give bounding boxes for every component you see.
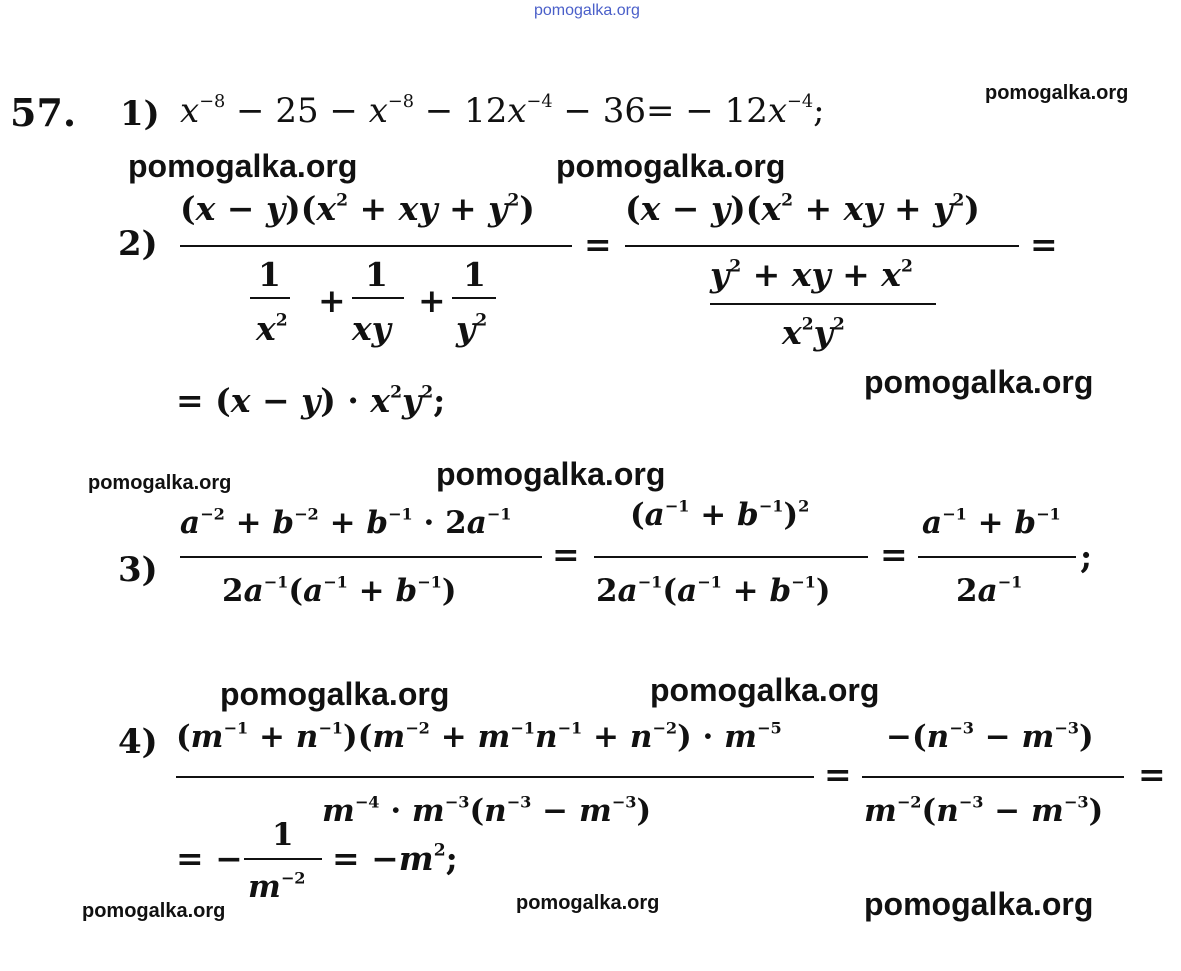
fraction-bar bbox=[176, 776, 814, 778]
equation-2-denominator-right-num: $y^2$ + xy + $x^2$ bbox=[710, 255, 913, 294]
equation-2-numerator-right: $(x - y)(x^2$ + xy + $y^2$) bbox=[625, 189, 980, 228]
equals-sign: = bbox=[1138, 755, 1166, 794]
watermark: pomogalka.org bbox=[864, 364, 1094, 400]
equation-4-result-suffix: = $-m^2$; bbox=[332, 839, 458, 878]
fraction-bar bbox=[594, 556, 868, 558]
fraction-bar bbox=[352, 297, 404, 299]
operator: + bbox=[418, 281, 446, 320]
watermark: pomogalka.org bbox=[650, 672, 880, 708]
watermark: pomogalka.org bbox=[516, 892, 660, 914]
equation-4-result-num: 1 bbox=[272, 817, 294, 853]
equation-3-denominator-left: $2a^{-1}(a^{-1} + b^{-1})$ bbox=[222, 572, 457, 609]
watermark: pomogalka.org bbox=[985, 82, 1129, 104]
equation-3-denominator-mid: $2a^{-1}(a^{-1} + b^{-1})$ bbox=[596, 572, 831, 609]
fraction-bar bbox=[244, 858, 322, 860]
equation-2-denominator-left-den: xy bbox=[352, 309, 391, 348]
watermark: pomogalka.org bbox=[82, 900, 226, 922]
watermark: pomogalka.org bbox=[436, 456, 666, 492]
watermark: pomogalka.org bbox=[128, 148, 358, 184]
equation-2-result: = $(x - y) \cdot x^2y^2$; bbox=[176, 381, 446, 420]
equation-4-result-prefix: = − bbox=[176, 839, 243, 878]
equation-1: $x^{-8} - 25 - x^{-8} - 12x^{-4} - 36= - 12x^{-4}$; bbox=[180, 91, 825, 131]
item-label-3: 3) bbox=[118, 550, 158, 590]
fraction-bar bbox=[180, 556, 542, 558]
watermark: pomogalka.org bbox=[88, 472, 232, 494]
fraction-bar bbox=[452, 297, 496, 299]
equals-sign: = bbox=[1030, 225, 1058, 264]
item-label-2: 2) bbox=[118, 224, 158, 264]
equation-3-numerator-left: $a^{-2} + b^{-2} + b^{-1} \cdot 2a^{-1}$ bbox=[180, 504, 512, 541]
problem-number: 57. bbox=[10, 90, 77, 135]
equation-3-denominator-right: $2a^{-1}$ bbox=[956, 572, 1023, 609]
equation-4-denominator-left: $m^{-4} \cdot m^{-3}(n^{-3} - m^{-3})$ bbox=[322, 792, 652, 829]
equation-2-numerator-left: $(x - y)(x^2$ + xy + $y^2$) bbox=[180, 189, 535, 228]
fraction-bar bbox=[250, 297, 290, 299]
operator: + bbox=[318, 281, 346, 320]
equation-4-numerator-right: $-(n^{-3} - m^{-3})$ bbox=[886, 718, 1094, 755]
watermark: pomogalka.org bbox=[220, 676, 450, 712]
equation-4-result-den: $m^{-2}$ bbox=[248, 868, 306, 905]
item-label-1: 1) bbox=[120, 94, 160, 134]
equation-2-denominator-left-num: 1 bbox=[463, 255, 486, 294]
equation-2-denominator-left-num: 1 bbox=[365, 255, 388, 294]
equation-2-denominator-left-den: $y^2$ bbox=[456, 309, 488, 348]
fraction-bar bbox=[625, 245, 1019, 247]
item-label-4: 4) bbox=[118, 722, 158, 762]
equation-3-numerator-right: $a^{-1} + b^{-1}$ bbox=[922, 504, 1061, 541]
watermark: pomogalka.org bbox=[556, 148, 786, 184]
equals-sign: = bbox=[552, 535, 580, 574]
fraction-bar bbox=[180, 245, 572, 247]
equation-2-denominator-left-num: 1 bbox=[258, 255, 281, 294]
fraction-bar bbox=[918, 556, 1076, 558]
equation-4-denominator-right: $m^{-2}(n^{-3} - m^{-3})$ bbox=[864, 792, 1104, 829]
equals-sign: = bbox=[880, 535, 908, 574]
equals-sign: = bbox=[824, 755, 852, 794]
equation-4-numerator-left: $(m^{-1} + n^{-1})(m^{-2} + m^{-1}n^{-1} + n^{-2}) \cdot m^{-5}$ bbox=[176, 718, 782, 755]
fraction-bar bbox=[862, 776, 1124, 778]
fraction-bar bbox=[710, 303, 936, 305]
watermark: pomogalka.org bbox=[864, 886, 1094, 922]
equals-sign: = bbox=[584, 225, 612, 264]
equation-2-denominator-right-den: $x^2y^2$ bbox=[782, 313, 845, 352]
watermark-top[interactable]: pomogalka.org bbox=[534, 2, 640, 19]
semicolon: ; bbox=[1080, 537, 1093, 576]
equation-3-numerator-mid: $(a^{-1} + b^{-1})^2$ bbox=[630, 496, 810, 533]
equation-2-denominator-left-den: $x^2$ bbox=[256, 309, 288, 348]
